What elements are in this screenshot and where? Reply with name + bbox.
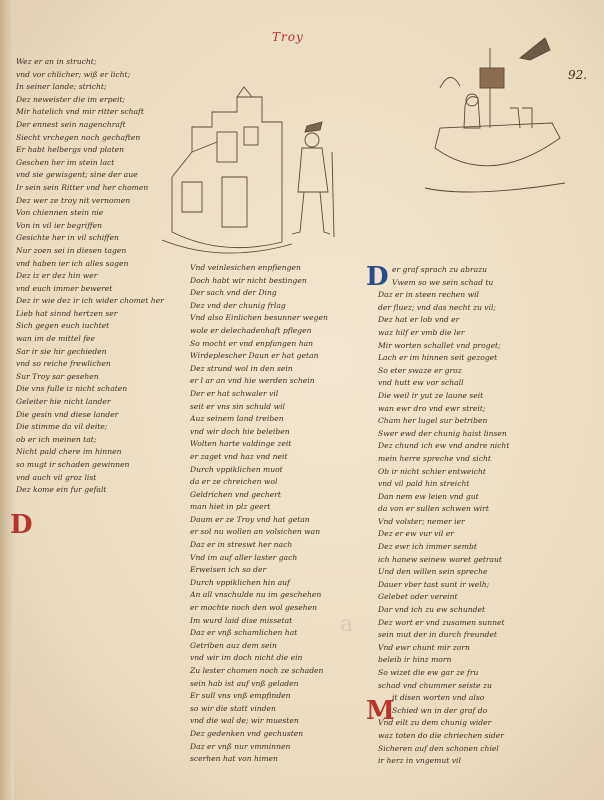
text-line: Geleiter hie nicht lander xyxy=(16,397,111,407)
text-line: Ir sein sein Ritter vnd her chomen xyxy=(16,182,149,192)
text-line: Dez wort er vnd zusamen sunnet xyxy=(378,617,505,627)
text-line: Dez neweister die im erpeit; xyxy=(16,94,126,104)
text-line: Dez iz er dez hin wer xyxy=(16,271,98,281)
text-line: Vnd volster; nemer ier xyxy=(378,516,465,526)
text-line: Er sull vns vnß empfinden xyxy=(190,691,291,701)
text-line: Geschen her im stein lact xyxy=(16,157,115,167)
text-line: vnd auch vil groz list xyxy=(16,472,97,482)
text-column-3 xyxy=(378,264,578,768)
text-line: vnd vor chlicher; wiß er licht; xyxy=(16,69,131,79)
text-line: Daz er in steen rechen wil xyxy=(378,290,479,300)
text-line: seit er vns sin schuld wil xyxy=(190,401,285,411)
text-line: Wolten harte valdinge zeit xyxy=(190,439,292,449)
text-line: Dez strund wol in den sein xyxy=(190,363,293,373)
text-line: Im wurd laid dise missetat xyxy=(190,615,293,625)
text-line: er mochte noch den wol gesehen xyxy=(190,603,318,613)
text-line: Auz seinem land treiben xyxy=(190,414,284,424)
text-line: Von chiennen stein nie xyxy=(16,208,104,218)
text-line: waz toten do die chriechen sider xyxy=(378,730,504,740)
text-line: Dez vnd der chunig frlag xyxy=(190,300,286,310)
text-line: vnd wir im doch nicht die ein xyxy=(190,653,303,663)
text-line: Sar ir sie hir gechieden xyxy=(16,346,107,356)
text-line: it disen worten vnd also xyxy=(392,693,485,703)
text-line: vnd vil pald hin streicht xyxy=(378,479,470,489)
text-line: Sur Troy sar gesehen xyxy=(16,371,99,381)
text-line: Durch vppiklichen muot xyxy=(190,464,283,474)
text-line: Durch vppiklichen hin auf xyxy=(190,577,290,587)
initial-letter-1: D xyxy=(10,510,33,540)
text-line: So wizet die ew gar ze fru xyxy=(378,668,479,677)
text-line: Gelebet oder vereint xyxy=(378,592,458,602)
text-line: mein herre spreche vnd sicht xyxy=(378,453,491,463)
text-line: Die stimme da vil deite; xyxy=(16,422,108,432)
text-line: Die vns fulle iz nicht schaten xyxy=(16,384,128,394)
text-line: Dan nem ew leien vnd gut xyxy=(378,491,479,501)
text-line: sein mut der in durch freundet xyxy=(378,630,497,640)
text-line: vnd wir doch hie beleiben xyxy=(190,426,290,436)
text-line: Schied wn in der graf do xyxy=(392,705,488,715)
text-line: Daz er vnß schamlichen hat xyxy=(190,628,298,638)
text-line: Getriben auz dem sein xyxy=(190,640,277,650)
text-column-1 xyxy=(16,56,186,497)
text-line: Gesichte her in vil schiffen xyxy=(16,233,119,243)
initial-letter-2: D xyxy=(366,262,389,292)
text-line: waz hilf er vmb die ler xyxy=(378,327,465,337)
text-line: Mir worten schallet vnd proget; xyxy=(378,340,501,350)
text-line: Dar vnd ich zu ew schundet xyxy=(378,605,486,615)
text-line: Vnd ewr chunt mir zorn xyxy=(378,642,470,652)
text-line: Daz er vnß nur vmminnen xyxy=(190,741,291,751)
text-line: So eter swaze er groz xyxy=(378,365,462,375)
text-line: Nicht pald chere im hinnen xyxy=(16,447,122,457)
text-line: Lieb hat sinnd hertzen ser xyxy=(16,308,118,318)
text-line: Dez ewr ich immer sembt xyxy=(378,542,477,552)
text-line: ir herz in vngemut vil xyxy=(378,756,461,766)
text-line: ob er ich meinen tat; xyxy=(16,434,97,444)
text-line: Dauer vber tast sunt ir welh; xyxy=(378,579,490,589)
text-line: Erweisen ich so der xyxy=(190,565,267,575)
text-line: da von er sullen schwen wirt xyxy=(378,504,489,514)
text-line: Dez gedenken vnd gechusten xyxy=(190,728,304,738)
ship-illustration xyxy=(420,28,570,208)
text-line: Die weil ir yut ze laune seit xyxy=(378,390,484,400)
text-line: In seiner lande; stricht; xyxy=(16,82,107,92)
ink-bleed-mark: a xyxy=(340,612,354,637)
text-line: Er habt helbergs vnd platen xyxy=(16,145,125,155)
text-line: Dez hat er lob vnd er xyxy=(378,315,460,325)
text-line: da er ze chreichen wol xyxy=(190,477,278,487)
text-line: vnd die wal de; wir muesten xyxy=(190,716,299,726)
text-line: so mugt ir schaden gewinnen xyxy=(16,460,130,469)
text-line: Mir hatelich vnd mir ritter schaft xyxy=(16,107,144,117)
text-line: Lach er im hinnen seit gezoget xyxy=(378,353,498,363)
text-line: wan ewr dro vnd ewr streit; xyxy=(378,403,486,413)
text-line: der fluez; vnd das necht zu vil; xyxy=(378,302,496,312)
text-line: Daum er ze Troy vnd hat getan xyxy=(190,514,310,524)
text-line: Dez er ew vur vil er xyxy=(378,529,454,539)
text-line: vnd haben ier ich alles sagen xyxy=(16,258,129,268)
text-line: wan im de mittel fee xyxy=(16,334,96,344)
text-line: wole er delechadenhaft pflegen xyxy=(190,325,312,335)
text-line: An all vnschulde nu im geschehen xyxy=(190,590,322,600)
text-line: Von in vil ier begriffen xyxy=(16,220,102,230)
text-line: er sol nu wollen an volsichen wan xyxy=(190,527,321,537)
text-line: Nur zoen sei in diesen tagen xyxy=(16,245,127,255)
text-line: er zaget vnd haz vnd neit xyxy=(190,451,288,461)
text-column-2 xyxy=(190,262,370,766)
text-line: so wir die statt vinden xyxy=(190,703,276,713)
text-line: Dez chund ich ew vnd andre nicht xyxy=(378,441,510,451)
text-line: Zu lester chomen noch ze schaden xyxy=(190,666,324,675)
running-header: Troy xyxy=(272,30,304,44)
text-line: Vnd im auf aller laster gach xyxy=(190,552,298,562)
text-line: Ob ir nicht schier entweicht xyxy=(378,466,486,476)
text-line: vnd sie gewisgent; sine der aue xyxy=(16,170,138,180)
text-line: Sich gegen euch iuchtet xyxy=(16,321,110,331)
text-line: vnd hutt ew vor schall xyxy=(378,378,464,388)
text-line: vnd euch immer beweret xyxy=(16,283,113,293)
initial-letter-3: M xyxy=(366,696,395,726)
text-line: Der er hat schwaler vil xyxy=(190,388,279,398)
text-line: man hiet in plz geert xyxy=(190,502,271,512)
text-line: Dez kome ein fur gefalt xyxy=(16,485,107,495)
text-line: Daz er in streswt her nach xyxy=(190,540,293,550)
text-line: er l ar an vnd hie werden schein xyxy=(190,376,315,386)
text-line: Vwem so we sein schad tu xyxy=(392,277,494,287)
text-line: Vnd eilt zu dem chunig wider xyxy=(378,718,492,728)
text-line: Wez er an in strucht; xyxy=(16,57,97,66)
text-line: ich hanew seinew woret getraut xyxy=(378,554,502,564)
text-line: Geldrichen vnd gechert xyxy=(190,489,281,499)
text-line: Und den willen sein spreche xyxy=(378,567,488,577)
text-line: Die gesin vnd diese lander xyxy=(16,409,119,419)
text-line: Sicheren auf den schonen chiel xyxy=(378,743,499,753)
text-line: er graf sprach zu abrazu xyxy=(392,265,487,274)
folio-number: 92. xyxy=(568,68,588,82)
text-line: Wirdeplescher Daun er hat getan xyxy=(190,351,319,361)
text-line: scerhen hat von himen xyxy=(190,754,278,764)
text-line: Cham her lugel sur betriben xyxy=(378,416,488,426)
text-line: So mocht er vnd enpfangen han xyxy=(190,338,314,348)
text-line: Swer ewd der chunig haist linsen xyxy=(378,428,507,438)
text-line: sein hab ist auf vnß geladen xyxy=(190,678,299,688)
text-line: vnd so reiche frewlichen xyxy=(16,359,111,369)
text-line: Der sach vnd der Ding xyxy=(190,288,277,298)
text-line: schad vnd chummer seiste zu xyxy=(378,680,492,690)
text-line: Dez wer ze troy nit vernomen xyxy=(16,195,131,205)
text-line: Dez ir wie dez ir ich wider chomet her xyxy=(16,296,164,306)
castle-illustration xyxy=(162,82,342,262)
text-line: Doch habt wir nicht bestingen xyxy=(190,275,307,285)
text-line: Vnd also Einlichen besunner wegen xyxy=(190,313,328,323)
text-line: Siecht vrchegen noch gechaften xyxy=(16,132,141,142)
text-line: beleib ir hinz morn xyxy=(378,655,452,665)
page-gutter xyxy=(0,0,14,800)
text-line: Vnd veinlesichen enpfiengen xyxy=(190,263,301,272)
text-line: Der ennest sein nagenchraft xyxy=(16,119,126,129)
